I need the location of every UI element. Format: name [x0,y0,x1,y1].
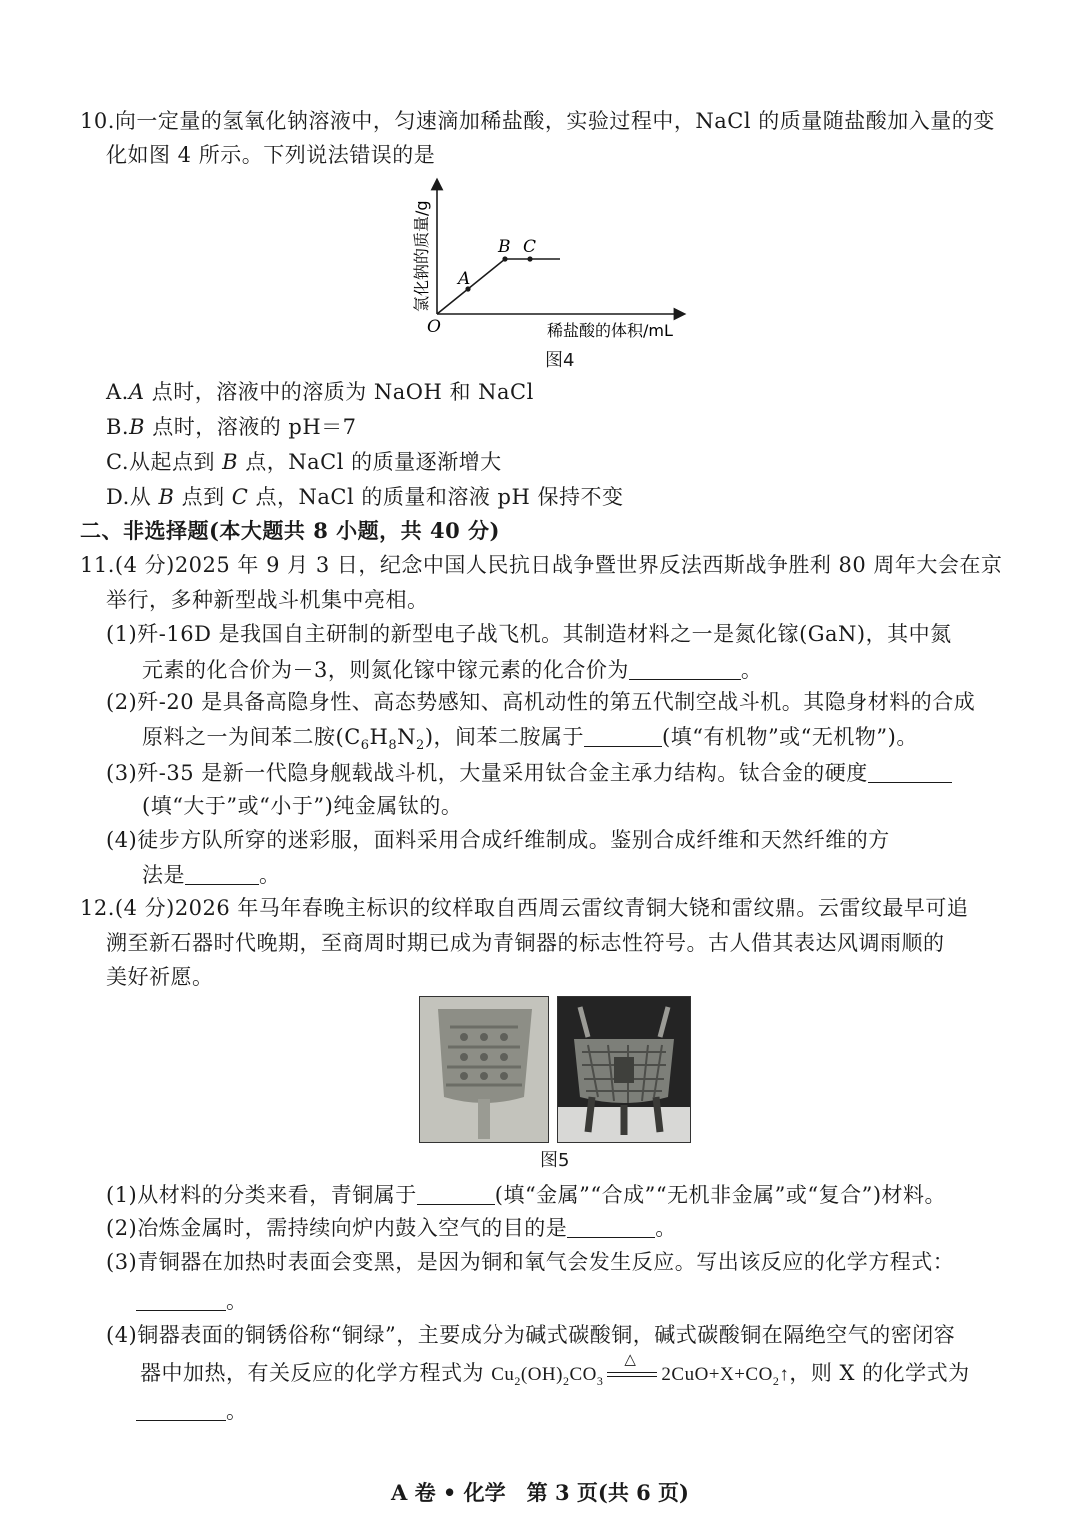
chemical-equation: $Cu_2(OH)_2CO_3$ △ $2CuO+X+CO_2↑$ [491,1352,790,1388]
q12-line3: 美好祈愿。 [106,965,214,989]
page-footer: A 卷 • 化学 第 3 页(共 6 页) [391,1480,689,1505]
q12-sub4-line3: 。 [136,1400,248,1422]
q12-line2: 溯至新石器时代晚期，至商周时期已成为青铜器的标志性符号。古人借其表达风调雨顺的 [106,931,945,955]
heating-condition: △ [607,1362,657,1382]
option-d: D.从 B 点到 C 点，NaCl 的质量和溶液 pH 保持不变 [106,485,624,509]
q12-sub4-line2: 器中加热，有关反应的化学方程式为 $Cu_2(OH)_2CO_3$ △ $2CuO+X+CO_2↑$，则 X 的化学式为 [140,1352,970,1388]
nacl-mass-curve [437,259,560,314]
q12-line1: 12.(4 分)2026 年马年春晚主标识的纹样取自西周云雷纹青铜大铙和雷纹鼎。云雷纹最早可追 [80,896,969,920]
q11-sub3-line1: (3)歼-35 是新一代隐身舰载战斗机，大量采用钛合金主承力结构。钛合金的硬度 [106,762,952,784]
y-axis-label: 氯化钠的质量/g [412,200,431,312]
point-b-dot [502,256,507,261]
point-b-label: B [498,237,511,257]
answer-blank[interactable] [136,1400,226,1421]
answer-blank[interactable] [584,726,662,747]
point-a-label: A [458,269,471,289]
answer-blank[interactable] [136,1290,226,1311]
answer-blank[interactable] [868,762,952,783]
answer-blank[interactable] [629,659,741,680]
answer-blank[interactable] [185,864,259,885]
q11-sub4-line1: (4)徒步方队所穿的迷彩服，面料采用合成纤维制成。鉴别合成纤维和天然纤维的方 [106,828,890,852]
figure-4-graph [405,172,705,347]
bronze-nao-photo [419,996,549,1143]
point-c-label: C [523,237,537,257]
q11-sub1-line2: 元素的化合价为－3，则氮化镓中镓元素的化合价为 。 [142,658,763,682]
q11-sub3-line2: (填“大于”或“小于”)纯金属钛的。 [142,794,463,818]
option-b: B.B 点时，溶液的 pH＝7 [106,415,357,439]
q10-line2: 化如图 4 所示。下列说法错误的是 [106,143,436,167]
answer-blank[interactable] [417,1184,495,1205]
x-axis-label: 稀盐酸的体积/mL [547,321,673,340]
origin-label: O [427,317,441,337]
q11-line1: 11.(4 分)2025 年 9 月 3 日，纪念中国人民抗日战争暨世界反法西斯战争胜利 80 周年大会在京 [80,553,1003,577]
section-2-heading: 二、非选择题(本大题共 8 小题，共 40 分) [80,518,500,543]
q11-sub4-line2: 法是 。 [142,863,281,887]
figure-4-caption: 图4 [545,350,575,371]
q10-line1: 10.向一定量的氢氧化钠溶液中，匀速滴加稀盐酸，实验过程中，NaCl 的质量随盐酸加入量的变 [80,109,995,133]
q12-sub3-line1: (3)青铜器在加热时表面会变黑，是因为铜和氧气会发生反应。写出该反应的化学方程式： [106,1250,955,1274]
q11-sub1-line1: (1)歼-16D 是我国自主研制的新型电子战飞机。其制造材料之一是氮化镓(GaN)，其中氮 [106,622,952,646]
q12-sub4-line1: (4)铜器表面的铜锈俗称“铜绿”，主要成分为碱式碳酸铜，碱式碳酸铜在隔绝空气的密闭容 [106,1323,956,1347]
q12-sub3-line2: 。 [136,1290,248,1312]
q12-sub2: (2)冶炼金属时，需持续向炉内鼓入空气的目的是 。 [106,1216,677,1240]
point-c-dot [527,256,532,261]
q11-sub2-line1: (2)歼-20 是具备高隐身性、高态势感知、高机动性的第五代制空战斗机。其隐身材料的合成 [106,690,976,714]
option-a: A.A 点时，溶液中的溶质为 NaOH 和 NaCl [106,380,534,404]
option-c: C.从起点到 B 点，NaCl 的质量逐渐增大 [106,450,502,474]
figure-5-caption: 图5 [540,1150,570,1171]
q11-sub2-line2: 原料之一为间苯二胺$(C_6H_8N_2)$，间苯二胺属于 (填“有机物”或“无机物”)。 [142,725,918,754]
bronze-ding-photo [557,996,691,1143]
q12-sub1: (1)从材料的分类来看，青铜属于 (填“金属”“合成”“无机非金属”或“复合”)材料。 [106,1183,947,1207]
q11-line2: 举行，多种新型战斗机集中亮相。 [106,588,429,612]
answer-blank[interactable] [567,1217,655,1238]
